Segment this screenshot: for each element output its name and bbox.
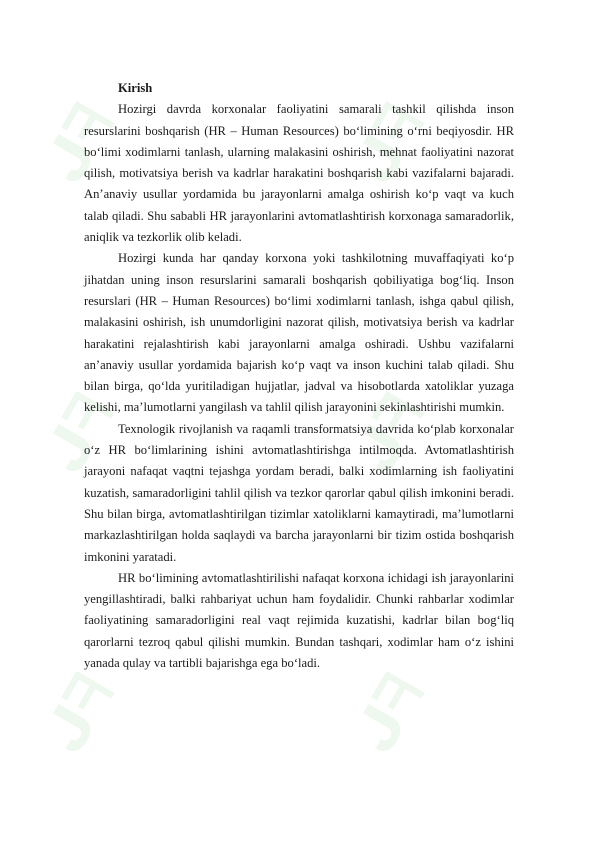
section-heading: Kirish [118,81,153,95]
paragraph: HR bo‘limining avtomatlashtirilishi nafaqat korxona ichidagi ish jarayonlarini yengillashtiradi, balki rahbariyat uchun ham foydalidir. Chunki rahbarlar xodimlar faoliyatining samaradorligini real vaqt rejimida kuzatishi, kadrlar bilan bog‘liq qarorlarni tezroq qabul qilishi mumkin. Bundan tashqari, xodimlar ham o‘z ishini yanada qulay va tartibli bajarishga ega bo‘ladi. [84,570,514,671]
watermark-mark: ᒍᖷ [29,383,128,485]
watermark-mark: ᒍᖷ [339,383,438,485]
watermark-mark: ᒍᖷ [29,93,128,195]
watermark-mark: ᒍᖷ [29,663,128,765]
watermark-mark: ᒍᖷ [339,93,438,195]
watermark-mark: ᒍᖷ [339,663,438,765]
paragraph: Hozirgi davrda korxonalar faoliyatini samarali tashkil qilishda inson resurslarini boshqarish (HR – Human Resources) bo‘limining o‘rni beqiyosdir. HR bo‘limi xodimlarni tanlash, ularning malakasini oshirish, mehnat faoliyatini nazorat qilish, motivatsiya berish va kadrlar harakatini boshqarish kabi vazifalarni bajaradi. An’anaviy usullar yordamida bu jarayonlarni amalga oshirish ko‘p vaqt va kuch talab qiladi. Shu sababli HR jarayonlarini avtomatlashtirish korxonaga samaradorlik, aniqlik va tezkorlik olib keladi. [84,102,514,245]
paragraph: Texnologik rivojlanish va raqamli transformatsiya davrida ko‘plab korxonalar o‘z HR bo‘limlarining ishini avtomatlashtirishga intilmoqda. Avtomatlashtirish jarayoni nafaqat vaqtni tejashga yordam beradi, balki xodimlarning ish faoliyatini kuzatish, samaradorligini tahlil qilish va tezkor qarorlar qabul qilish imkonini beradi. Shu bilan birga, avtomatlashtirilgan tizimlar xatoliklarni kamaytiradi, ma’lumotlarni markazlashtirilgan holda saqlaydi va barcha jarayonlarni bir tizim ostida boshqarish imkonini yaratadi. [84,421,514,564]
paragraph: Hozirgi kunda har qanday korxona yoki tashkilotning muvaffaqiyati ko‘p jihatdan uning inson resurslarini samarali boshqarish qobiliyatiga bog‘liq. Inson resurslari (HR – Human Resources) bo‘limi xodimlarni tanlash, ishga qabul qilish, malakasini oshirish, ish unumdorligini nazorat qilish, motivatsiya berish va kadrlar harakatini rejalashtirish kabi jarayonlarni amalga oshiradi. Ushbu vazifalarni an’anaviy usullar yordamida bajarish ko‘p vaqt va inson kuchini talab qiladi. Shu bilan birga, qo‘lda yuritiladigan hujjatlar, jadval va hisobotlarda xatoliklar yuzaga kelishi, ma’lumotlarni yangilash va tahlil qilish jarayonini sekinlashtirishi mumkin. [84,251,514,415]
document-body [84,78,514,674]
